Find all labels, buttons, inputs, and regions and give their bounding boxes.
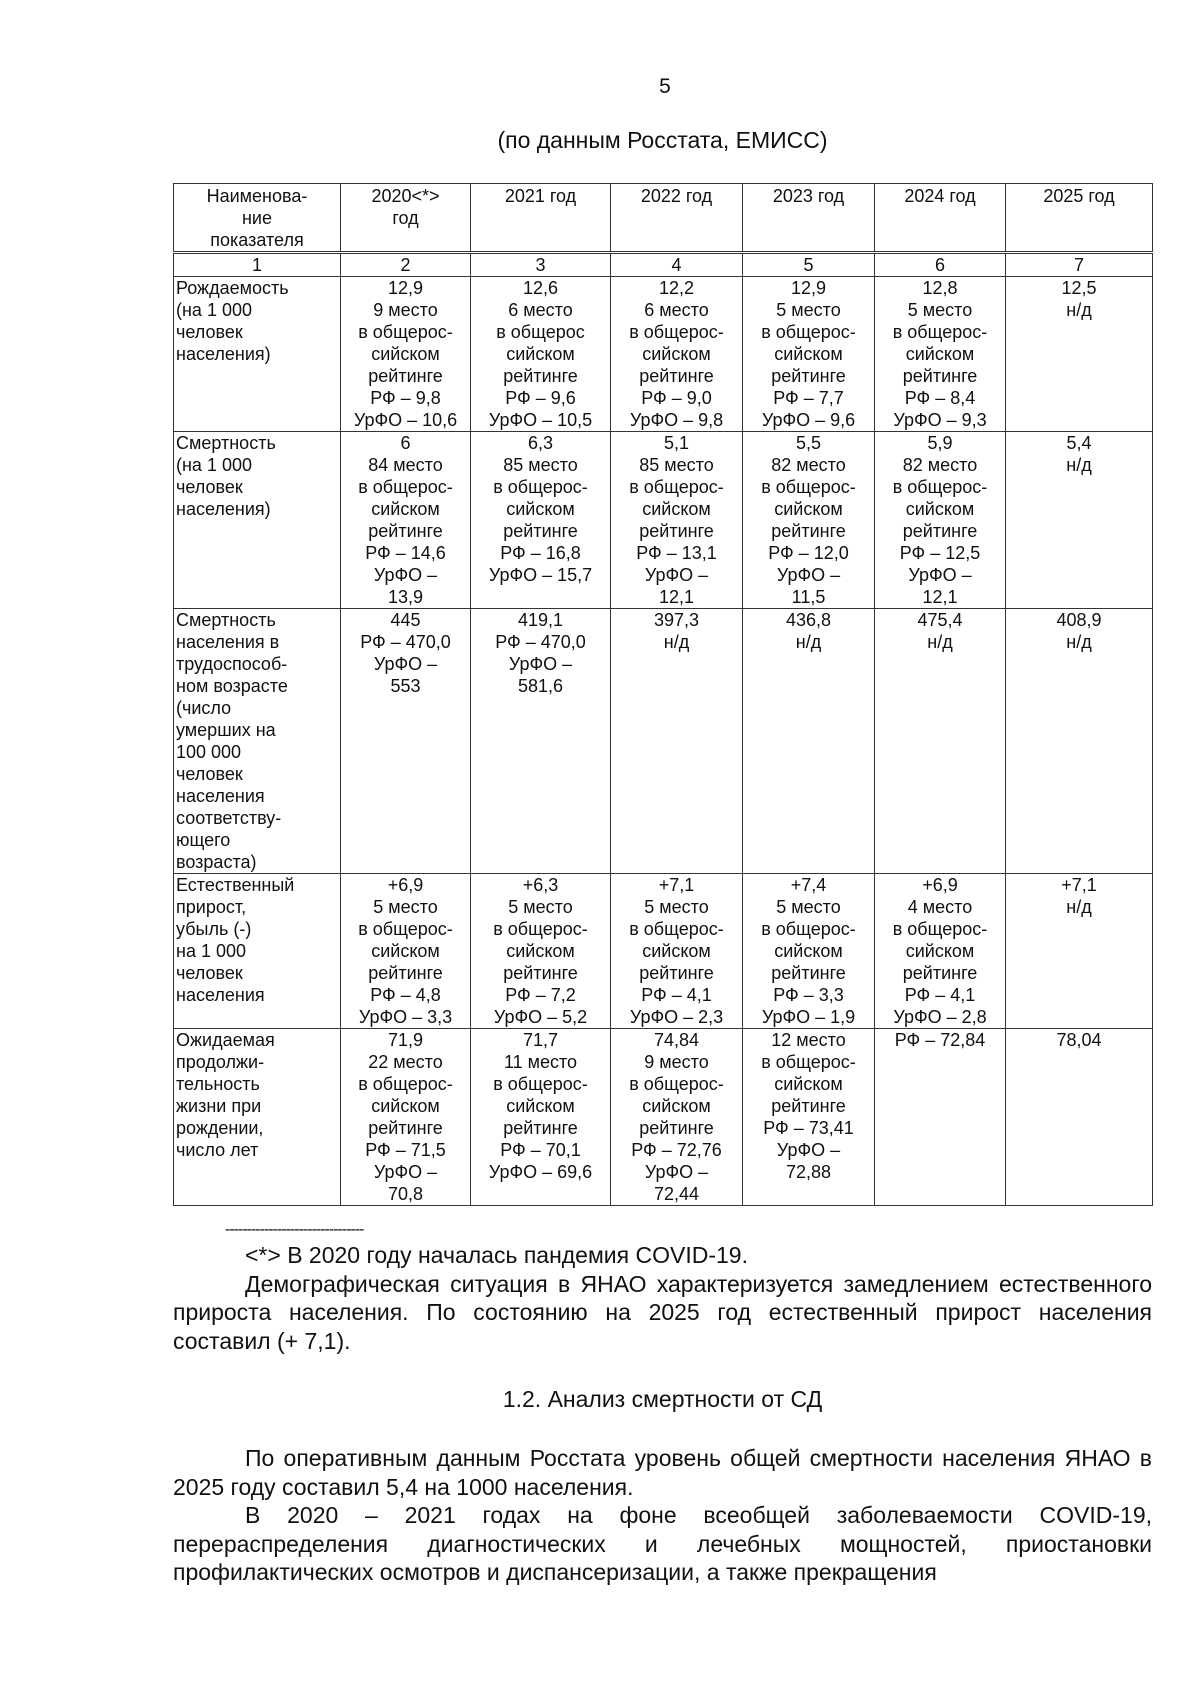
cell-line: +7,1 xyxy=(1061,875,1097,895)
cell-line: в общерос- xyxy=(493,919,588,939)
cell-line: жизни при xyxy=(176,1096,262,1116)
cell-line: рейтинге xyxy=(503,963,578,983)
cell-line: 11 место xyxy=(503,1052,578,1072)
cell-line: РФ – 4,1 xyxy=(641,985,712,1005)
cell-line: УрФО – 15,7 xyxy=(488,565,593,585)
demographic-paragraph: Демографическая ситуация в ЯНАО характеризуется замедлением естественного прироста населения. По состоянию на 2025 год естественный прирост населения составил (+ 7,1). xyxy=(173,1270,1152,1354)
cell-line: рейтинге xyxy=(639,366,714,386)
indicator-value xyxy=(743,609,875,874)
cell-line: 2022 год xyxy=(640,186,713,206)
cell-line: 72,44 xyxy=(653,1184,700,1204)
cell-line: показателя xyxy=(210,230,304,250)
cell-line: в общерос- xyxy=(629,477,724,497)
cell-line: сийском xyxy=(905,941,975,961)
cell-line: РФ – 9,6 xyxy=(505,388,576,408)
cell-line: РФ – 3,3 xyxy=(773,985,844,1005)
indicator-value xyxy=(471,432,611,609)
cell-line: РФ – 12,0 xyxy=(768,543,849,563)
cell-line: человек xyxy=(176,477,243,497)
cell-line: сийском xyxy=(905,344,975,364)
cell-line: УрФО – 10,5 xyxy=(488,410,593,430)
cell-line: УрФО – xyxy=(644,1162,709,1182)
cell-line: 71,7 xyxy=(522,1030,559,1050)
cell-line: 78,04 xyxy=(1056,1030,1102,1050)
cell-line: 12 место xyxy=(771,1030,846,1050)
cell-line: сийском xyxy=(506,1096,575,1116)
cell-line: в общерос- xyxy=(629,322,724,342)
cell-line: рейтинге xyxy=(639,1118,714,1138)
table-row xyxy=(174,609,1153,874)
cell-line: н/д xyxy=(1066,455,1092,475)
cell-line: РФ – 16,8 xyxy=(500,543,581,563)
indicator-name xyxy=(174,874,341,1029)
cell-line: в общерос- xyxy=(892,322,988,342)
column-number: 7 xyxy=(1006,253,1153,277)
cell-line: 84 место xyxy=(368,455,443,475)
indicator-value xyxy=(611,432,743,609)
cell-line: 82 место xyxy=(771,455,846,475)
indicator-value xyxy=(611,1029,743,1206)
cell-line: человек xyxy=(176,764,243,784)
section-body xyxy=(173,1444,1152,1587)
covid-paragraph: В 2020 – 2021 годах на фоне всеобщей заболеваемости COVID-19, перераспределения диагностических и лечебных мощностей, приостановки профилактических осмотров и диспансеризации, а также прекращения xyxy=(173,1502,1152,1585)
cell-line: 9 место xyxy=(644,1052,709,1072)
cell-line: УрФО – 9,6 xyxy=(761,410,856,430)
indicator-value xyxy=(743,432,875,609)
cell-line: (на 1 000 xyxy=(176,455,252,475)
cell-line: рейтинге xyxy=(902,521,978,541)
indicator-value xyxy=(341,609,471,874)
table-row xyxy=(174,874,1153,1029)
indicator-value xyxy=(471,874,611,1029)
cell-line: 5,4 xyxy=(1066,433,1092,453)
cell-line: в общерос- xyxy=(493,477,588,497)
cell-line: УрФО – 69,6 xyxy=(488,1162,593,1182)
cell-line: сийском xyxy=(371,941,440,961)
cell-line: человек xyxy=(176,322,243,342)
column-header xyxy=(1006,184,1153,253)
cell-line: РФ – 71,5 xyxy=(365,1140,446,1160)
cell-line: УрФО – 1,9 xyxy=(761,1007,856,1027)
cell-line: Смертность xyxy=(176,610,276,630)
cell-line: +6,3 xyxy=(522,875,559,895)
cell-line: РФ – 14,6 xyxy=(365,543,446,563)
cell-line: УрФО – xyxy=(373,1162,438,1182)
indicator-value xyxy=(1006,1029,1153,1206)
cell-line: 2021 год xyxy=(504,186,577,206)
cell-line: в общерос- xyxy=(358,1074,453,1094)
cell-line: ном возрасте xyxy=(176,676,288,696)
column-header xyxy=(174,184,341,253)
cell-line: сийском xyxy=(506,499,575,519)
cell-line: РФ – 72,76 xyxy=(631,1140,722,1160)
table-row xyxy=(174,432,1153,609)
cell-line: РФ – 470,0 xyxy=(360,632,451,652)
cell-line: сийском xyxy=(774,941,843,961)
cell-line: рейтинге xyxy=(639,963,714,983)
cell-line: 581,6 xyxy=(517,676,564,696)
cell-line: УрФО – xyxy=(776,1140,841,1160)
cell-line: трудоспособ- xyxy=(176,654,288,674)
page-number: 5 xyxy=(659,75,671,98)
indicator-value xyxy=(341,277,471,432)
cell-line: РФ – 70,1 xyxy=(500,1140,581,1160)
cell-line: 11,5 xyxy=(791,587,826,607)
indicator-value xyxy=(341,432,471,609)
cell-line: сийском xyxy=(642,499,711,519)
cell-line: 5,5 xyxy=(795,433,822,453)
cell-line: 12,8 xyxy=(922,278,958,298)
cell-line: 12,5 xyxy=(1061,278,1097,298)
cell-line: 5 место xyxy=(508,897,573,917)
cell-line: УрФО – 3,3 xyxy=(358,1007,453,1027)
cell-line: 82 место xyxy=(902,455,978,475)
column-header xyxy=(743,184,875,253)
cell-line: н/д xyxy=(795,632,822,652)
cell-line: рейтинге xyxy=(368,366,443,386)
cell-line: сийском xyxy=(371,344,440,364)
indicator-value xyxy=(743,874,875,1029)
cell-line: н/д xyxy=(1066,300,1092,320)
indicator-value xyxy=(875,1029,1006,1206)
cell-line: в общерос- xyxy=(761,322,856,342)
cell-line: (на 1 000 xyxy=(176,300,252,320)
cell-line: рождении, xyxy=(176,1118,264,1138)
indicator-value xyxy=(743,277,875,432)
cell-line: в общерос- xyxy=(892,919,988,939)
cell-line: Смертность xyxy=(176,433,276,453)
cell-line: рейтинге xyxy=(771,963,846,983)
cell-line: 445 xyxy=(390,610,421,630)
cell-line: 5,1 xyxy=(663,433,690,453)
cell-line: +7,4 xyxy=(790,875,827,895)
cell-line: 12,2 xyxy=(658,278,695,298)
indicator-value xyxy=(1006,609,1153,874)
cell-line: в общерос- xyxy=(761,477,856,497)
cell-line: 419,1 xyxy=(517,610,564,630)
footnote-block xyxy=(173,1241,1152,1355)
cell-line: 2024 год xyxy=(904,186,976,206)
cell-line: 6 место xyxy=(644,300,709,320)
indicator-value xyxy=(875,432,1006,609)
cell-line: в общерос- xyxy=(358,477,453,497)
indicator-name xyxy=(174,1029,341,1206)
cell-line: 13,9 xyxy=(387,587,424,607)
cell-line: РФ – 7,7 xyxy=(773,388,844,408)
cell-line: РФ – 9,0 xyxy=(641,388,712,408)
cell-line: тельность xyxy=(176,1074,260,1094)
cell-line: населения) xyxy=(176,499,271,519)
cell-line: 5 место xyxy=(907,300,973,320)
cell-line: 2020<*> xyxy=(371,186,440,206)
column-header xyxy=(341,184,471,253)
cell-line: на 1 000 xyxy=(176,941,246,961)
cell-line: умерших на xyxy=(176,720,276,740)
cell-line: 6 xyxy=(400,433,411,453)
indicator-value xyxy=(471,1029,611,1206)
table-row xyxy=(174,277,1153,432)
cell-line: рейтинге xyxy=(368,963,443,983)
cell-line: 5 место xyxy=(644,897,709,917)
cell-line: 70,8 xyxy=(387,1184,424,1204)
cell-line: Наименова- xyxy=(206,186,308,206)
cell-line: сийском xyxy=(905,499,975,519)
cell-line: н/д xyxy=(1066,632,1092,652)
indicator-value xyxy=(1006,874,1153,1029)
cell-line: сийском xyxy=(774,344,843,364)
cell-line: год xyxy=(392,208,419,228)
cell-line: 100 000 xyxy=(176,742,242,762)
cell-line: 553 xyxy=(390,676,421,696)
cell-line: рейтинге xyxy=(368,1118,443,1138)
cell-line: в общерос- xyxy=(761,1052,856,1072)
indicator-value xyxy=(611,277,743,432)
cell-line: 6,3 xyxy=(527,433,554,453)
cell-line: рейтинге xyxy=(902,963,978,983)
cell-line: УрФО – 2,3 xyxy=(629,1007,724,1027)
cell-line: 12,9 xyxy=(387,278,424,298)
cell-line: сийском xyxy=(506,941,575,961)
cell-line: УрФО – 9,3 xyxy=(893,410,987,430)
footnote-text: <*> В 2020 году началась пандемия COVID-19. xyxy=(245,1242,748,1268)
cell-line: +6,9 xyxy=(387,875,424,895)
column-header xyxy=(611,184,743,253)
cell-line: рейтинге xyxy=(771,366,846,386)
column-header xyxy=(875,184,1006,253)
cell-line: в общерос xyxy=(496,322,585,342)
cell-line: +7,1 xyxy=(658,875,695,895)
cell-line: сийском xyxy=(506,344,575,364)
cell-line: населения в xyxy=(176,632,280,652)
cell-line: 12,1 xyxy=(922,587,958,607)
cell-line: РФ – 4,1 xyxy=(904,985,976,1005)
cell-line: РФ – 72,84 xyxy=(894,1030,986,1050)
cell-line: населения xyxy=(176,786,265,806)
cell-line: в общерос- xyxy=(892,477,988,497)
cell-line: населения xyxy=(176,985,265,1005)
cell-line: ние xyxy=(241,208,272,228)
cell-line: РФ – 8,4 xyxy=(904,388,976,408)
indicator-name xyxy=(174,609,341,874)
cell-line: в общерос- xyxy=(493,1074,588,1094)
indicator-value xyxy=(1006,432,1153,609)
indicator-name xyxy=(174,277,341,432)
cell-line: УрФО – xyxy=(373,565,438,585)
cell-line: рейтинге xyxy=(639,521,714,541)
column-number: 4 xyxy=(611,253,743,277)
cell-line: УрФО – 2,8 xyxy=(893,1007,987,1027)
indicators-table xyxy=(173,183,1153,1206)
cell-line: РФ – 13,1 xyxy=(636,543,717,563)
cell-line: Естественный xyxy=(176,875,295,895)
indicator-value xyxy=(341,874,471,1029)
cell-line: РФ – 73,41 xyxy=(763,1118,854,1138)
mortality-paragraph: По оперативным данным Росстата уровень общей смертности населения ЯНАО в 2025 году составил 5,4 на 1000 населения. xyxy=(173,1445,1152,1500)
cell-line: возраста) xyxy=(176,852,257,872)
cell-line: РФ – 12,5 xyxy=(899,543,981,563)
cell-line: убыль (-) xyxy=(176,919,252,939)
cell-line: соответству- xyxy=(176,808,282,828)
cell-line: сийском xyxy=(774,499,843,519)
column-number: 3 xyxy=(471,253,611,277)
cell-line: рейтинге xyxy=(368,521,443,541)
indicator-value xyxy=(471,277,611,432)
cell-line: н/д xyxy=(663,632,690,652)
cell-line: сийском xyxy=(774,1074,843,1094)
indicator-value xyxy=(341,1029,471,1206)
cell-line: УрФО – xyxy=(908,565,972,585)
indicator-value xyxy=(875,609,1006,874)
table-header-row xyxy=(174,184,1153,253)
cell-line: н/д xyxy=(1066,897,1092,917)
cell-line: 12,1 xyxy=(658,587,695,607)
cell-line: рейтинге xyxy=(771,1096,846,1116)
cell-line: УрФО – xyxy=(776,565,841,585)
cell-line: РФ – 470,0 xyxy=(495,632,586,652)
cell-line: в общерос- xyxy=(629,919,724,939)
footnote-separator: -------------------------------- xyxy=(225,1221,364,1238)
cell-line: рейтинге xyxy=(503,366,578,386)
cell-line: Ожидаемая xyxy=(176,1030,275,1050)
table-row xyxy=(174,1029,1153,1206)
cell-line: 5 место xyxy=(373,897,438,917)
indicator-value xyxy=(875,277,1006,432)
cell-line: РФ – 7,2 xyxy=(505,985,576,1005)
cell-line: в общерос- xyxy=(358,919,453,939)
cell-line: 71,9 xyxy=(387,1030,424,1050)
cell-line: сийском xyxy=(642,941,711,961)
cell-line: 5,9 xyxy=(927,433,953,453)
cell-line: УрФО – 10,6 xyxy=(353,410,458,430)
cell-line: 5 место xyxy=(776,300,841,320)
indicator-value xyxy=(743,1029,875,1206)
cell-line: в общерос- xyxy=(358,322,453,342)
cell-line: 72,88 xyxy=(785,1162,832,1182)
indicator-value xyxy=(1006,277,1153,432)
indicator-value xyxy=(611,609,743,874)
cell-line: населения) xyxy=(176,344,271,364)
section-heading: 1.2. Анализ смертности от СД xyxy=(502,1386,823,1412)
cell-line: ющего xyxy=(176,830,231,850)
cell-line: сийском xyxy=(642,344,711,364)
cell-line: рейтинге xyxy=(902,366,978,386)
indicator-value xyxy=(611,874,743,1029)
column-header xyxy=(471,184,611,253)
cell-line: 2025 год xyxy=(1043,186,1115,206)
indicator-value xyxy=(875,874,1006,1029)
cell-line: 9 место xyxy=(373,300,438,320)
cell-line: сийском xyxy=(371,1096,440,1116)
cell-line: 12,9 xyxy=(790,278,827,298)
cell-line: рейтинге xyxy=(771,521,846,541)
cell-line: УрФО – xyxy=(508,654,573,674)
cell-line: человек xyxy=(176,963,243,983)
cell-line: в общерос- xyxy=(761,919,856,939)
cell-line: 85 место xyxy=(503,455,578,475)
cell-line: 408,9 xyxy=(1056,610,1102,630)
cell-line: РФ – 4,8 xyxy=(370,985,441,1005)
cell-line: 6 место xyxy=(508,300,573,320)
cell-line: сийском xyxy=(642,1096,711,1116)
cell-line: рейтинге xyxy=(503,1118,578,1138)
cell-line: +6,9 xyxy=(922,875,958,895)
table-caption: (по данным Росстата, ЕМИСС) xyxy=(497,127,828,153)
cell-line: УрФО – xyxy=(644,565,709,585)
cell-line: 397,3 xyxy=(653,610,700,630)
indicator-value xyxy=(471,609,611,874)
column-number-row xyxy=(174,253,1153,277)
cell-line: УрФО – xyxy=(373,654,438,674)
cell-line: 2023 год xyxy=(772,186,845,206)
cell-line: продолжи- xyxy=(176,1052,265,1072)
cell-line: 4 место xyxy=(907,897,973,917)
cell-line: Рождаемость xyxy=(176,278,289,298)
cell-line: 22 место xyxy=(368,1052,443,1072)
cell-line: 12,6 xyxy=(522,278,559,298)
cell-line: 85 место xyxy=(639,455,714,475)
cell-line: в общерос- xyxy=(629,1074,724,1094)
cell-line: н/д xyxy=(927,632,953,652)
cell-line: 74,84 xyxy=(653,1030,700,1050)
cell-line: рейтинге xyxy=(503,521,578,541)
cell-line: сийском xyxy=(371,499,440,519)
cell-line: прирост, xyxy=(176,897,247,917)
cell-line: 475,4 xyxy=(917,610,963,630)
cell-line: УрФО – 9,8 xyxy=(629,410,724,430)
column-number: 2 xyxy=(341,253,471,277)
cell-line: УрФО – 5,2 xyxy=(493,1007,588,1027)
column-number: 5 xyxy=(743,253,875,277)
cell-line: (число xyxy=(176,698,232,718)
indicator-name xyxy=(174,432,341,609)
cell-line: число лет xyxy=(176,1140,259,1160)
cell-line: 436,8 xyxy=(785,610,832,630)
column-number: 1 xyxy=(174,253,341,277)
cell-line: РФ – 9,8 xyxy=(370,388,441,408)
column-number: 6 xyxy=(875,253,1006,277)
cell-line: 5 место xyxy=(776,897,841,917)
